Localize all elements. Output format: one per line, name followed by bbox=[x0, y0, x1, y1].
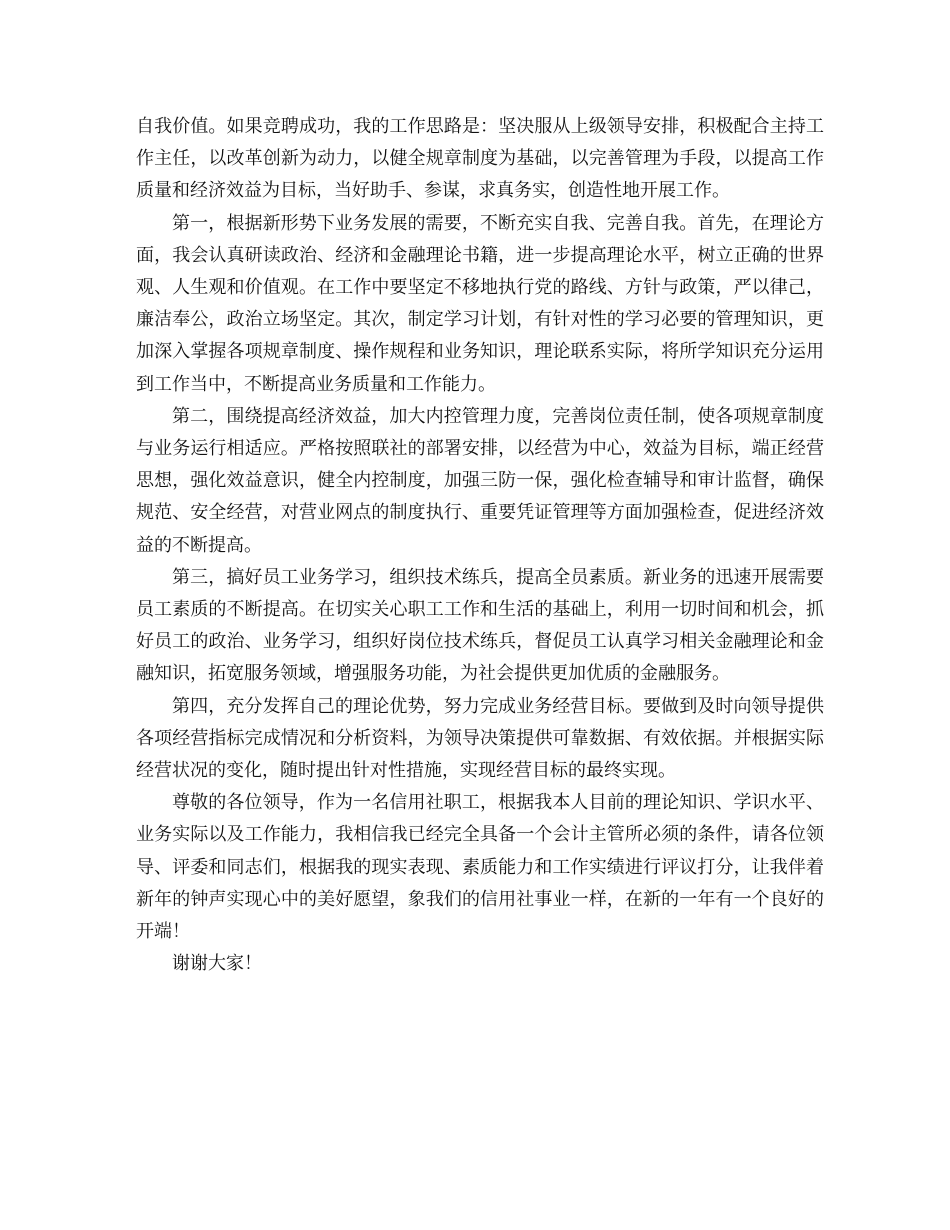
paragraph-conclusion: 尊敬的各位领导，作为一名信用社职工，根据我本人目前的理论知识、学识水平、业务实际以及工作能力，我相信我已经完全具备一个会计主管所必须的条件，请各位领导、评委和同志们，根据我的现实表现、素质能力和工作实绩进行评议打分，让我伴着新年的钟声实现心中的美好愿望，象我们的信用社事业一样，在新的一年有一个良好的开端！ bbox=[136, 792, 824, 943]
document-body bbox=[136, 111, 824, 980]
closing-thanks: 谢谢大家！ bbox=[172, 953, 262, 975]
paragraph-second-point: 第二，围绕提高经济效益，加大内控管理力度，完善岗位责任制，使各项规章制度与业务运行相适应。严格按照联社的部署安排，以经营为中心，效益为目标，端正经营思想，强化效益意识，健全内控制度，加强三防一保，强化检查辅导和审计监督，确保规范、安全经营，对营业网点的制度执行、重要凭证管理等方面加强检查，促进经济效益的不断提高。 bbox=[136, 405, 824, 556]
paragraph-continuation: 自我价值。如果竞聘成功，我的工作思路是：坚决服从上级领导安排，积极配合主持工作主任，以改革创新为动力，以健全规章制度为基础，以完善管理为手段，以提高工作质量和经济效益为目标，当好助手、参谋，求真务实，创造性地开展工作。 bbox=[136, 116, 824, 202]
paragraph-third-point: 第三，搞好员工业务学习，组织技术练兵，提高全员素质。新业务的迅速开展需要员工素质的不断提高。在切实关心职工工作和生活的基础上，利用一切时间和机会，抓好员工的政治、业务学习，组织好岗位技术练兵，督促员工认真学习相关金融理论和金融知识，拓宽服务领域，增强服务功能，为社会提供更加优质的金融服务。 bbox=[136, 566, 824, 685]
paragraph-first-point: 第一，根据新形势下业务发展的需要，不断充实自我、完善自我。首先，在理论方面，我会认真研读政治、经济和金融理论书籍，进一步提高理论水平，树立正确的世界观、人生观和价值观。在工作中要坚定不移地执行党的路线、方针与政策，严以律己，廉洁奉公，政治立场坚定。其次，制定学习计划，有针对性的学习必要的管理知识，更加深入掌握各项规章制度、操作规程和业务知识，理论联系实际，将所学知识充分运用到工作当中，不断提高业务质量和工作能力。 bbox=[136, 212, 824, 395]
paragraph-fourth-point: 第四，充分发挥自己的理论优势，努力完成业务经营目标。要做到及时向领导提供各项经营指标完成情况和分析资料，为领导决策提供可靠数据、有效依据。并根据实际经营状况的变化，随时提出针对性措施，实现经营目标的最终实现。 bbox=[136, 695, 824, 782]
